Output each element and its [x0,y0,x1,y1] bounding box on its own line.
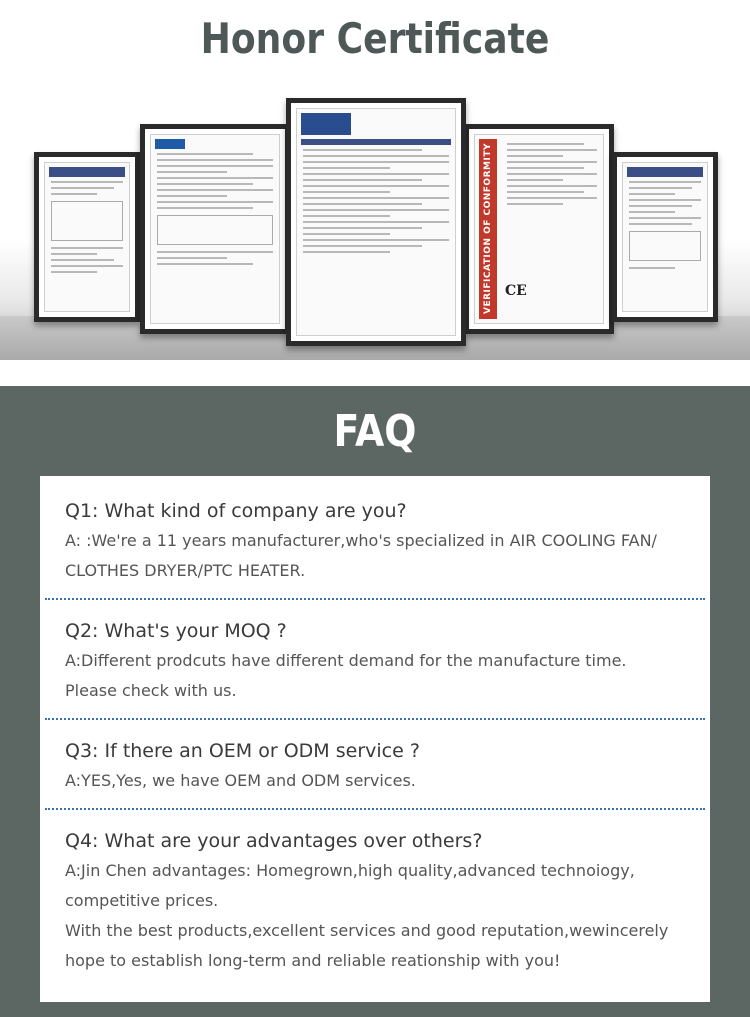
certificate-test-report-right [612,152,718,322]
faq-item-3 [65,736,700,796]
faq-question: Q3: If there an OEM or ODM service ? [65,740,420,762]
faq-separator [45,808,705,810]
faq-section [0,386,750,1017]
faq-answer-line: A:Different prodcuts have different demand for the manufacture time. [65,651,627,670]
faq-answer-line: With the best products,excellent services and good reputation,wewincerely [65,921,669,940]
faq-answer-line: Please check with us. [65,681,237,700]
faq-item-1 [65,496,700,586]
faq-item-2 [65,616,700,706]
faq-item-4 [65,826,700,976]
certificate-authorization-to-mark [140,124,290,334]
verification-side-text: VERIFICATION OF CONFORMITY [479,139,497,319]
faq-answer-line: hope to establish long-term and reliable reationship with you! [65,951,561,970]
faq-answer-line: A: :We're a 11 years manufacturer,who's specialized in AIR COOLING FAN/ [65,531,657,550]
faq-question: Q1: What kind of company are you? [65,500,407,522]
faq-title: FAQ [333,406,417,457]
faq-separator [45,718,705,720]
certificate-verification-of-conformity [464,124,614,334]
faq-answer-line: CLOTHES DRYER/PTC HEATER. [65,561,306,580]
faq-answer-line: A:Jin Chen advantages: Homegrown,high quality,advanced technoiogy, [65,861,635,880]
faq-answer-line: A:YES,Yes, we have OEM and ODM services. [65,771,416,790]
honor-certificate-section [0,0,750,360]
honor-title: Honor Certificate [200,14,550,63]
certificate-cb-test [286,98,466,346]
ce-mark: CE [505,283,527,299]
faq-card [40,476,710,1002]
certificate-test-report-left [34,152,140,322]
faq-answer-line: competitive prices. [65,891,219,910]
faq-question: Q4: What are your advantages over others? [65,830,483,852]
faq-separator [45,598,705,600]
faq-question: Q2: What's your MOQ ? [65,620,287,642]
